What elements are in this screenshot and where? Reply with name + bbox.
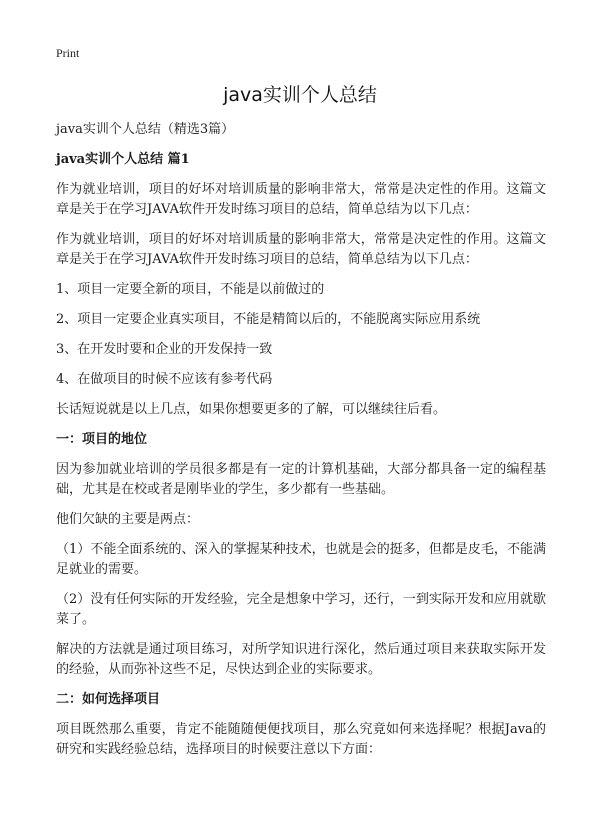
list-item: （1）不能全面系统的、深入的掌握某种技术，也就是会的挺多，但都是皮毛，不能满足就业的需要。 <box>56 542 546 577</box>
paragraph: 长话短说就是以上几点，如果你想要更多的了解，可以继续往后看。 <box>56 402 447 417</box>
list-item: 3、在开发时要和企业的开发保持一致 <box>56 342 273 357</box>
list-item: 4、在做项目的时候不应该有参考代码 <box>56 372 273 387</box>
paragraph: 作为就业培训，项目的好坏对培训质量的影响非常大，常常是决定性的作用。这篇文章是关于在学习JAVA软件开发时练习项目的总结，简单总结为以下几点： <box>56 232 546 267</box>
paragraph: 他们欠缺的主要是两点： <box>56 512 200 527</box>
list-item: 1、项目一定要全新的项目，不能是以前做过的 <box>56 282 325 297</box>
document-body <box>56 120 546 770</box>
list-item: 2、项目一定要企业真实项目，不能是精简以后的，不能脱离实际应用系统 <box>56 312 481 327</box>
page-title: java实训个人总结 <box>223 84 377 106</box>
print-label: Print <box>56 46 80 60</box>
paragraph: 项目既然那么重要，肯定不能随随便便找项目，那么究竟如何来选择呢？根据Java的研究和实践经验总结，选择项目的时候要注意以下方面： <box>56 722 546 757</box>
section-heading-choose-project: 二：如何选择项目 <box>56 692 161 707</box>
paragraph: 作为就业培训，项目的好坏对培训质量的影响非常大，常常是决定性的作用。这篇文章是关于在学习JAVA软件开发时练习项目的总结，简单总结为以下几点： <box>56 182 546 217</box>
section-heading-project-status: 一：项目的地位 <box>56 432 148 447</box>
paragraph: 解决的方法就是通过项目练习，对所学知识进行深化，然后通过项目来获取实际开发的经验，从而弥补这些不足，尽快达到企业的实际要求。 <box>56 642 546 677</box>
paragraph: 因为参加就业培训的学员很多都是有一定的计算机基础，大部分都具备一定的编程基础，尤其是在校或者是刚毕业的学生，多少都有一些基础。 <box>56 462 546 497</box>
document-subtitle: java实训个人总结（精选3篇） <box>56 122 235 137</box>
list-item: （2）没有任何实际的开发经验，完全是想象中学习，还行，一到实际开发和应用就歇菜了。 <box>56 592 546 627</box>
section-heading-1: java实训个人总结 篇1 <box>56 152 190 167</box>
